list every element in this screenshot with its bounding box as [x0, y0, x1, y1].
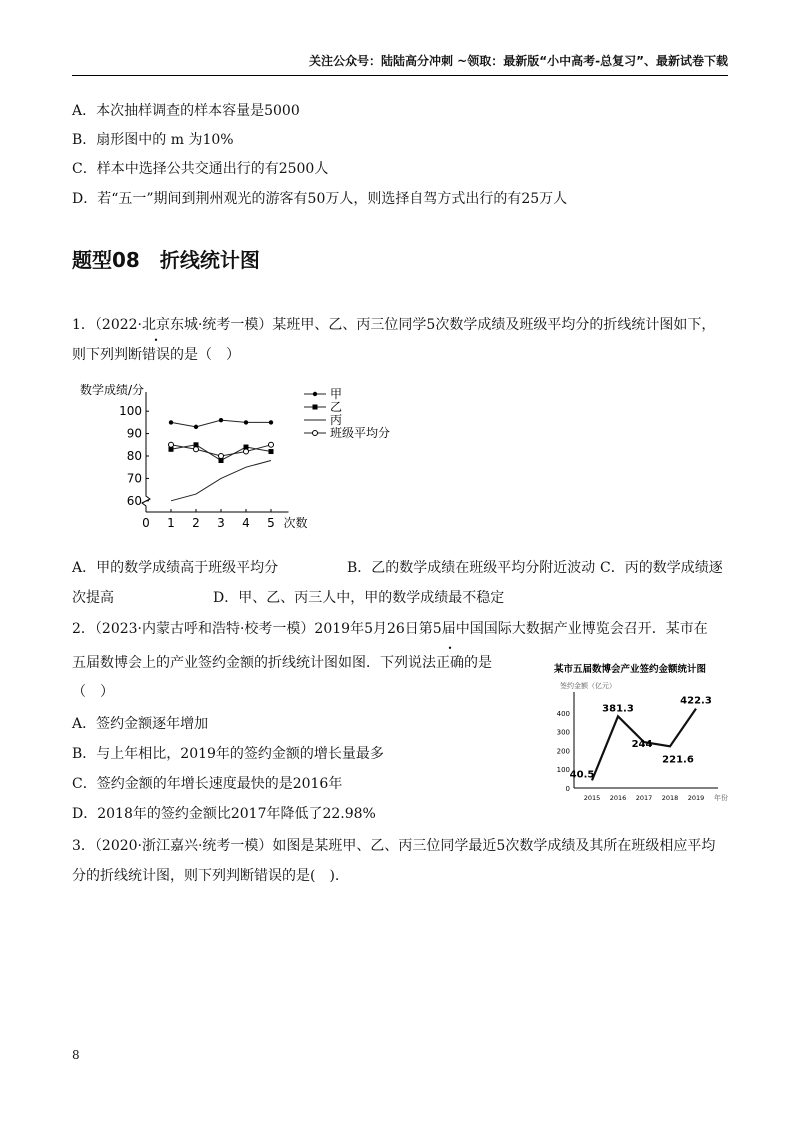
x-tick-label: 5 [267, 516, 275, 530]
q3-stem-line1: 3．（2020·浙江嘉兴·统考一模）如图是某班甲、乙、丙三位同学最近5次数学成绩及其所在班级相应平均 [72, 838, 716, 854]
legend-marker [313, 405, 318, 410]
q1-option-b: B．乙的数学成绩在班级平均分附近波动 [347, 560, 596, 576]
series-point [269, 442, 274, 447]
y-tick-label: 100 [119, 404, 142, 419]
series-point [269, 420, 273, 424]
series-point [219, 454, 224, 459]
y-tick-label: 90 [126, 426, 142, 441]
q1-stem-line1: 1．（2022·北京东城·统考一模）某班甲、乙、丙三位同学5次数学成绩及班级平均分的折线统计图如下， [72, 317, 716, 333]
q1-emphasis: 错误 [142, 347, 170, 363]
page-header: 关注公众号：陆陆高分冲刺 ~领取：最新版“小中高考-总复习”、最新试卷下载 [72, 52, 728, 76]
y-axis-label: 签约金额（亿元） [560, 682, 616, 690]
legend-label: 班级平均分 [330, 426, 391, 440]
y-tick-label: 100 [556, 766, 570, 775]
q2-paren: （ ） [72, 684, 114, 700]
x-tick-label: 2 [192, 516, 200, 530]
y-tick-label: 0 [565, 785, 570, 793]
series-point [169, 420, 173, 424]
series-point [219, 418, 223, 422]
legend-label: 乙 [330, 400, 343, 414]
series-point [194, 425, 198, 429]
q1-option-c-part2: 次提高 [72, 590, 114, 606]
prev-option-a: A．本次抽样调查的样本容量是5000 [72, 103, 300, 119]
y-axis-label: 数学成绩/分 [80, 383, 145, 397]
data-label: 244 [631, 739, 653, 751]
q1-option-c-part1: C．丙的数学成绩逐 [600, 560, 723, 576]
prev-option-d: D．若“五一”期间到荆州观光的游客有50万人，则选择自驾方式出行的有25万人 [72, 191, 568, 207]
q2-option-c: C．签约金额的年增长速度最快的是2016年 [72, 776, 343, 792]
x-axis-label: 年份 [714, 794, 728, 802]
x-axis-label: 次数 [283, 516, 308, 530]
x-tick-label: 0 [142, 516, 150, 530]
q2-stem-line2: 五届数博会上的产业签约金额的折线统计图如图．下列说法正确的是 [72, 655, 492, 671]
legend-marker [313, 392, 317, 396]
y-tick-label: 300 [556, 728, 570, 737]
x-tick-label: 2018 [661, 794, 679, 802]
series-point [269, 449, 274, 454]
series-line [171, 460, 271, 500]
q2-option-b: B．与上年相比，2019年的签约金额的增长量最多 [72, 746, 384, 762]
data-label: 381.3 [602, 703, 634, 715]
series-point [244, 420, 248, 424]
q2-emphasis: 正确 [436, 655, 464, 671]
y-axis [142, 392, 150, 512]
page-number: 8 [72, 1048, 80, 1062]
q2-option-d: D．2018年的签约金额比2017年降低了22.98% [72, 806, 376, 822]
legend-label: 丙 [330, 413, 343, 427]
x-tick-label: 1 [167, 516, 175, 530]
y-tick-label: 60 [126, 493, 142, 508]
chart-title: 某市五届数博会产业签约金额统计图 [553, 664, 707, 675]
q3-stem-line2: 分的折线统计图，则下列判断错误的是( ). [72, 868, 340, 884]
prev-option-b: B．扇形图中的 m 为10% [72, 132, 234, 148]
series-point [169, 442, 174, 447]
q2-line-chart [540, 660, 728, 805]
x-tick-label: 4 [242, 516, 250, 530]
x-tick-label: 2016 [609, 794, 627, 802]
y-tick-label: 200 [556, 747, 570, 756]
y-tick-label: 70 [126, 471, 142, 486]
q2-option-a: A．签约金额逐年增加 [72, 716, 209, 732]
x-tick-label: 2015 [583, 794, 601, 802]
y-tick-label: 80 [126, 449, 142, 463]
series-point [244, 449, 249, 454]
prev-option-c: C．样本中选择公共交通出行的有2500人 [72, 161, 329, 177]
x-tick-label: 2019 [687, 794, 705, 802]
q1-option-d: D．甲、乙、丙三人中，甲的数学成绩最不稳定 [213, 590, 505, 606]
x-tick-label: 3 [217, 516, 225, 530]
x-tick-label: 2017 [635, 794, 653, 802]
legend-label: 甲 [330, 387, 343, 401]
legend-marker [313, 431, 318, 436]
section-title: 题型08 折线统计图 [72, 248, 260, 272]
series-point [194, 447, 199, 452]
data-label: 422.3 [680, 695, 712, 707]
q1-option-a: A．甲的数学成绩高于班级平均分 [72, 560, 279, 576]
q1-line-chart [72, 378, 412, 548]
data-label: 40.5 [569, 769, 595, 781]
q2-stem-line1: 2．（2023·内蒙古呼和浩特·校考一模）2019年5月26日第5届中国国际大数据产业博览会召开．某市在 [72, 621, 708, 637]
q1-stem-line2: 则下列判断错误的是（ ） [72, 347, 240, 363]
data-label: 221.6 [662, 754, 694, 766]
y-tick-label: 400 [556, 709, 570, 718]
